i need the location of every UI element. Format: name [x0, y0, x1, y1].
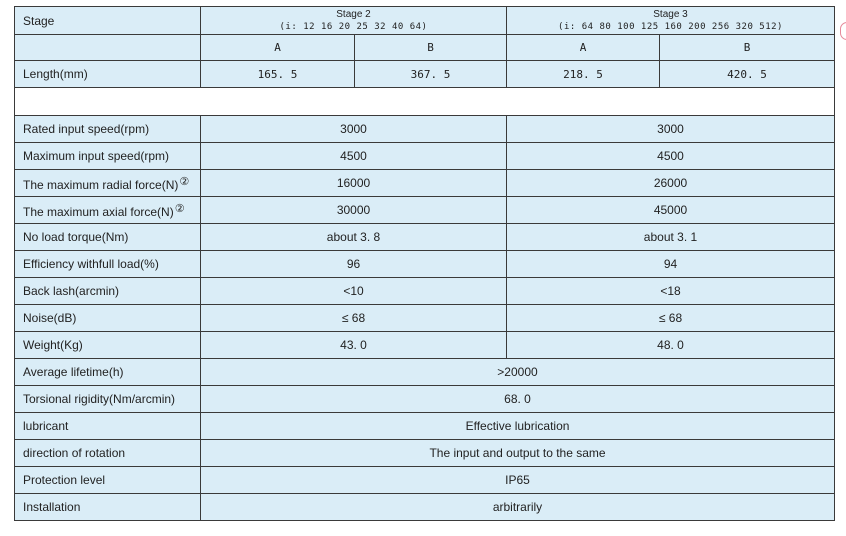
stage3-ratios: (i: 64 80 100 125 160 200 256 320 512) [558, 21, 783, 32]
stage3-value: 94 [507, 251, 835, 278]
stage3-value: 3000 [507, 116, 835, 143]
spec-label [15, 116, 201, 143]
spec-row [15, 143, 835, 170]
spec-row [15, 413, 835, 440]
spec-label [15, 197, 201, 224]
spec-row [15, 170, 835, 197]
spec-row [15, 278, 835, 305]
spec-label-text: No load torque(Nm) [23, 230, 129, 244]
split-rows [15, 116, 835, 359]
spec-label: direction of rotation [15, 440, 201, 467]
spec-row [15, 440, 835, 467]
stage2-col-b: B [355, 35, 507, 61]
stage3-value: 45000 [507, 197, 835, 224]
spec-label [15, 305, 201, 332]
merged-rows [15, 359, 835, 521]
stage-label: Stage [15, 7, 201, 35]
length-row [15, 61, 835, 88]
edge-decoration [840, 22, 846, 40]
stage2-title: Stage 2 [336, 8, 371, 20]
stage2-ratios: (i: 12 16 20 25 32 40 64) [279, 21, 428, 32]
stage2-value: about 3. 8 [201, 224, 507, 251]
spec-label [15, 170, 201, 197]
spec-row [15, 467, 835, 494]
stage2-value: <10 [201, 278, 507, 305]
spec-row [15, 197, 835, 224]
spec-label [15, 224, 201, 251]
stage3-header [507, 7, 835, 35]
shared-value: 68. 0 [201, 386, 835, 413]
spec-row [15, 224, 835, 251]
footnote-mark: ② [179, 175, 190, 188]
spec-label: Average lifetime(h) [15, 359, 201, 386]
header-ab-blank [15, 35, 201, 61]
spec-row [15, 359, 835, 386]
stage2-value: 43. 0 [201, 332, 507, 359]
header-ab-row [15, 35, 835, 61]
spec-row [15, 494, 835, 521]
stage3-title: Stage 3 [653, 8, 688, 20]
length-s2-b: 367. 5 [355, 61, 507, 88]
spec-table [14, 6, 835, 521]
shared-value: arbitrarily [201, 494, 835, 521]
stage2-value: ≤ 68 [201, 305, 507, 332]
spec-label-text: The maximum radial force(N) [23, 177, 179, 192]
spec-label-text: Maximum input speed(rpm) [23, 149, 170, 163]
length-label: Length(mm) [15, 61, 201, 88]
stage2-header [201, 7, 507, 35]
length-s3-a: 218. 5 [507, 61, 660, 88]
spec-label-text: Noise(dB) [23, 311, 77, 325]
stage3-value: ≤ 68 [507, 305, 835, 332]
spec-label: Installation [15, 494, 201, 521]
spec-row [15, 332, 835, 359]
stage3-col-a: A [507, 35, 660, 61]
spec-row [15, 386, 835, 413]
stage3-value: about 3. 1 [507, 224, 835, 251]
stage3-value: 26000 [507, 170, 835, 197]
header-stage-row [15, 7, 835, 35]
spec-label-text: Back lash(arcmin) [23, 284, 120, 298]
stage2-value: 96 [201, 251, 507, 278]
spec-label-text: The maximum axial force(N) [23, 204, 174, 219]
footnote-mark: ② [174, 202, 185, 215]
spec-label [15, 332, 201, 359]
length-s2-a: 165. 5 [201, 61, 355, 88]
shared-value: >20000 [201, 359, 835, 386]
spec-row [15, 251, 835, 278]
stage3-value: <18 [507, 278, 835, 305]
spec-label [15, 278, 201, 305]
spec-label-text: Rated input speed(rpm) [23, 122, 150, 136]
spacer-cell [15, 88, 835, 116]
spec-label [15, 143, 201, 170]
stage3-col-b: B [660, 35, 835, 61]
spec-row [15, 116, 835, 143]
spec-label: Protection level [15, 467, 201, 494]
stage2-col-a: A [201, 35, 355, 61]
stage2-value: 30000 [201, 197, 507, 224]
spec-row [15, 305, 835, 332]
spec-label: lubricant [15, 413, 201, 440]
shared-value: The input and output to the same [201, 440, 835, 467]
spec-label [15, 251, 201, 278]
stage2-value: 16000 [201, 170, 507, 197]
length-s3-b: 420. 5 [660, 61, 835, 88]
stage2-value: 3000 [201, 116, 507, 143]
spacer-row [15, 88, 835, 116]
stage3-value: 48. 0 [507, 332, 835, 359]
stage3-value: 4500 [507, 143, 835, 170]
spec-label-text: Efficiency withfull load(%) [23, 257, 159, 271]
shared-value: IP65 [201, 467, 835, 494]
shared-value: Effective lubrication [201, 413, 835, 440]
stage2-value: 4500 [201, 143, 507, 170]
spec-label: Torsional rigidity(Nm/arcmin) [15, 386, 201, 413]
spec-label-text: Weight(Kg) [23, 338, 83, 352]
